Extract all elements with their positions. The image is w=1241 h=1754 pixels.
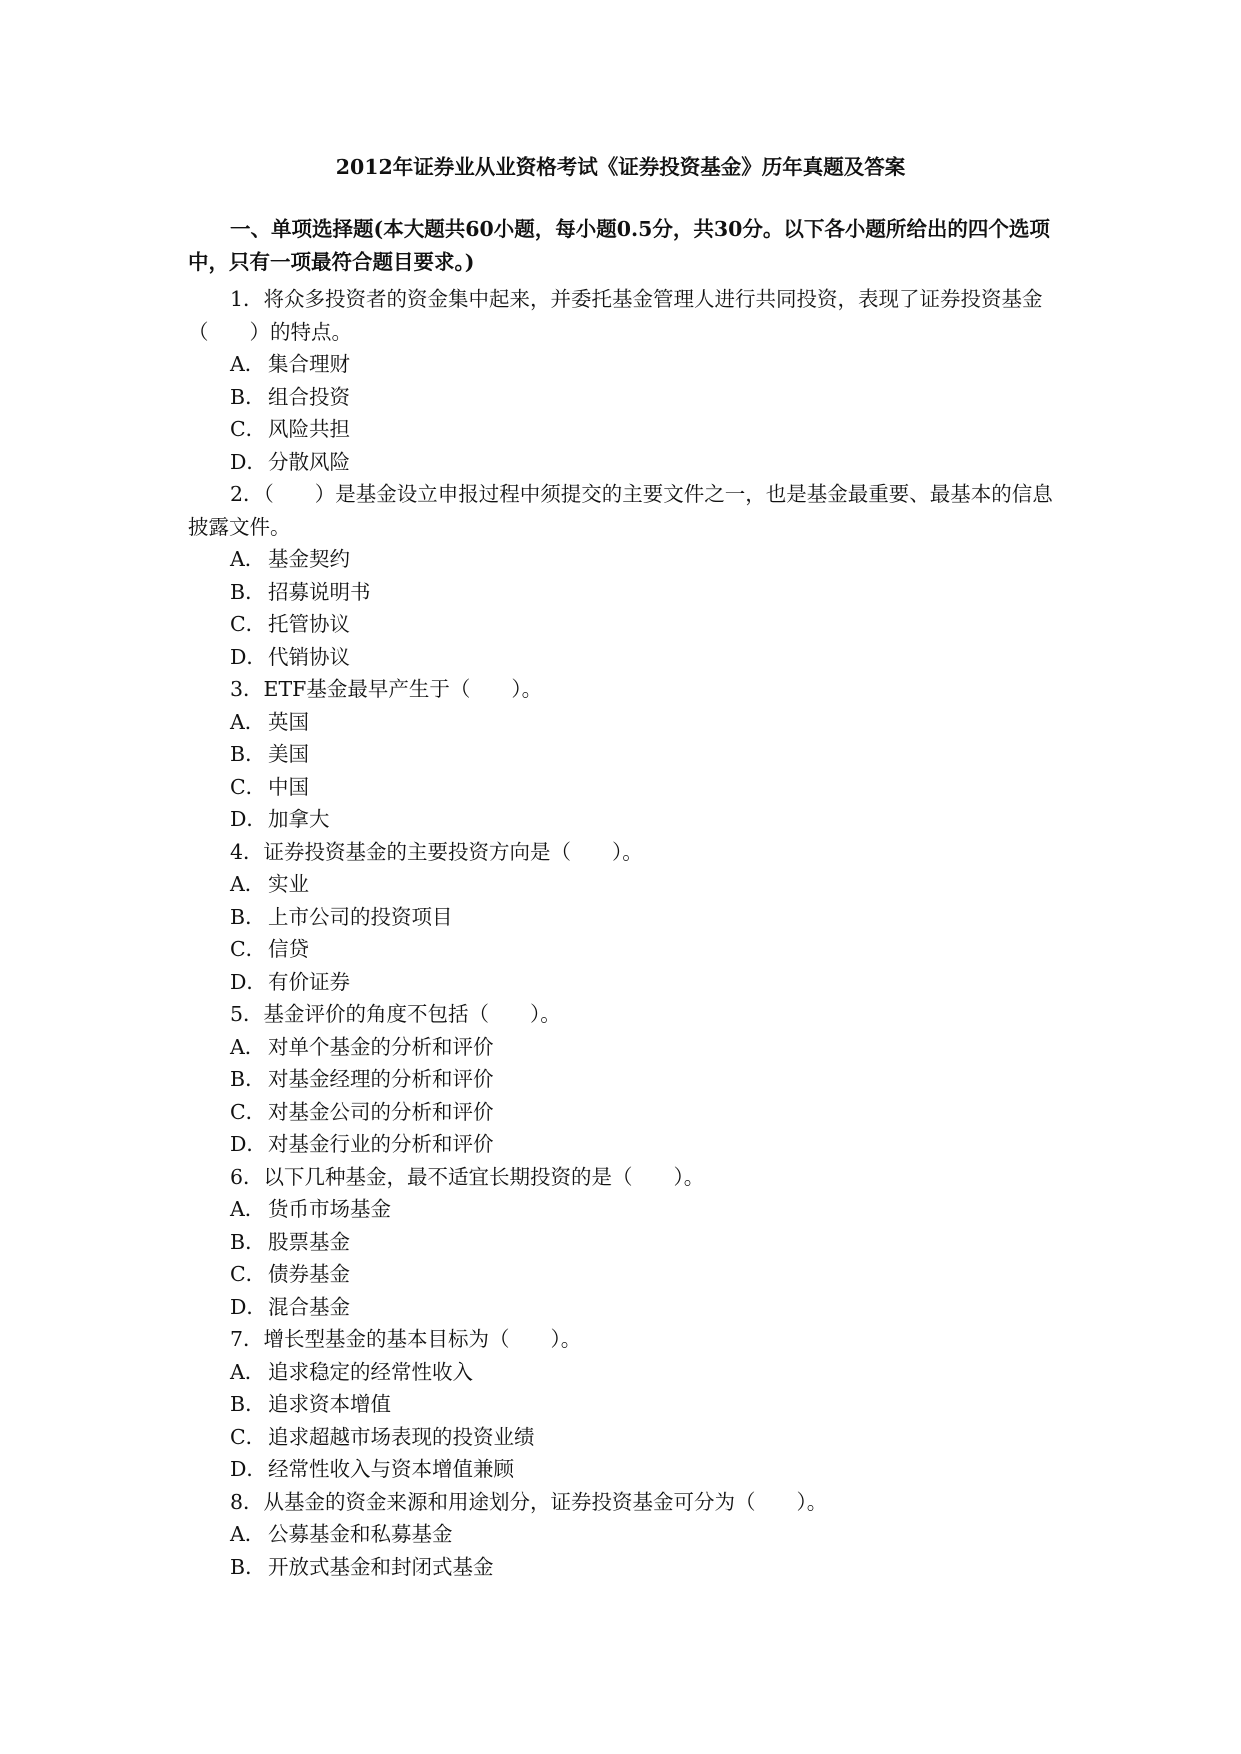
option-text: 追求超越市场表现的投资业绩 <box>268 1424 535 1449</box>
answer-option <box>188 1128 1063 1161</box>
option-letter: C． <box>230 774 267 799</box>
question-stem: 6．以下几种基金，最不适宜长期投资的是（ ）。 <box>230 1164 705 1189</box>
option-letter: B． <box>230 904 266 929</box>
document-title: 2012年证券业从业资格考试《证券投资基金》历年真题及答案 <box>335 155 906 179</box>
option-letter: A． <box>230 352 266 376</box>
answer-option <box>188 608 1063 641</box>
question-item <box>188 998 1063 1161</box>
answer-option <box>188 1291 1063 1324</box>
question-stem: 1．将众多投资者的资金集中起来，并委托基金管理人进行共同投资，表现了证券投资基金（ ）的特点。 <box>188 287 1043 344</box>
question-item <box>188 1161 1063 1324</box>
question-item <box>188 283 1063 478</box>
option-text: 英国 <box>268 709 309 734</box>
answer-option <box>188 1388 1063 1421</box>
question-item <box>188 478 1063 673</box>
answer-option <box>188 543 1063 576</box>
option-letter: B． <box>230 1392 266 1416</box>
option-text: 托管协议 <box>268 612 350 636</box>
option-letter: C． <box>230 937 267 961</box>
option-text: 集合理财 <box>268 352 350 376</box>
question-item <box>188 836 1063 999</box>
question-item <box>188 1323 1063 1486</box>
option-text: 实业 <box>268 872 309 896</box>
option-letter: C． <box>230 1262 267 1286</box>
option-text: 分散风险 <box>268 449 350 474</box>
option-text: 中国 <box>268 774 309 799</box>
question-stem: 8．从基金的资金来源和用途划分，证券投资基金可分为（ ）。 <box>230 1489 828 1514</box>
option-letter: D． <box>230 1457 267 1481</box>
section-heading: 一、单项选择题(本大题共60小题，每小题0.5分，共30分。以下各小题所给出的四个选项中，只有一项最符合题目要求。) <box>188 217 1050 274</box>
option-letter: D． <box>230 1294 267 1319</box>
option-text: 追求稳定的经常性收入 <box>268 1359 473 1384</box>
answer-option <box>188 771 1063 804</box>
option-letter: C． <box>230 417 267 441</box>
option-letter: B． <box>230 742 266 766</box>
option-text: 代销协议 <box>268 644 350 669</box>
option-text: 经常性收入与资本增值兼顾 <box>268 1457 514 1481</box>
question-item <box>188 673 1063 836</box>
question-stem: 5．基金评价的角度不包括（ ）。 <box>230 1002 561 1026</box>
answer-option <box>188 413 1063 446</box>
answer-option <box>188 576 1063 609</box>
question-stem: 2．（ ）是基金设立申报过程中须提交的主要文件之一，也是基金最重要、最基本的信息披露文件。 <box>188 482 1053 539</box>
answer-option <box>188 1226 1063 1259</box>
answer-option <box>188 933 1063 966</box>
question-stem: 7．增长型基金的基本目标为（ ）。 <box>230 1327 582 1351</box>
answer-option <box>188 1193 1063 1226</box>
option-letter: D． <box>230 449 267 474</box>
answer-option <box>188 1063 1063 1096</box>
option-text: 公募基金和私募基金 <box>268 1522 453 1546</box>
option-text: 混合基金 <box>268 1294 350 1319</box>
option-text: 债券基金 <box>268 1262 350 1286</box>
option-letter: B． <box>230 384 266 409</box>
option-letter: B． <box>230 579 266 604</box>
question-stem: 3．ETF基金最早产生于（ ）。 <box>230 677 543 701</box>
option-letter: A． <box>230 872 266 896</box>
option-text: 加拿大 <box>268 807 330 831</box>
option-letter: C． <box>230 1424 267 1449</box>
option-text: 信贷 <box>268 937 309 961</box>
option-text: 美国 <box>268 742 309 766</box>
option-text: 股票基金 <box>268 1229 350 1254</box>
answer-option <box>188 1258 1063 1291</box>
answer-option <box>188 966 1063 999</box>
option-letter: A． <box>230 709 266 734</box>
question-stem: 4．证券投资基金的主要投资方向是（ ）。 <box>230 839 643 864</box>
option-letter: B． <box>230 1067 266 1091</box>
option-letter: A． <box>230 1034 266 1059</box>
answer-option <box>188 1518 1063 1551</box>
answer-option <box>188 1453 1063 1486</box>
option-text: 组合投资 <box>268 384 350 409</box>
option-text: 对基金行业的分析和评价 <box>268 1132 494 1156</box>
answer-option <box>188 446 1063 479</box>
option-letter: A． <box>230 1359 266 1384</box>
option-letter: C． <box>230 1099 267 1124</box>
answer-option <box>188 706 1063 739</box>
option-text: 有价证券 <box>268 969 350 994</box>
answer-option <box>188 1421 1063 1454</box>
answer-option <box>188 901 1063 934</box>
option-letter: A． <box>230 1197 266 1221</box>
option-letter: C． <box>230 612 267 636</box>
answer-option <box>188 1356 1063 1389</box>
question-list <box>188 283 1063 1583</box>
option-letter: D． <box>230 644 267 669</box>
option-letter: A． <box>230 547 266 571</box>
option-text: 货币市场基金 <box>268 1197 391 1221</box>
option-text: 对单个基金的分析和评价 <box>268 1034 494 1059</box>
option-text: 上市公司的投资项目 <box>268 904 453 929</box>
option-letter: D． <box>230 969 267 994</box>
option-text: 招募说明书 <box>268 579 371 604</box>
option-letter: B． <box>230 1554 266 1579</box>
option-letter: D． <box>230 807 267 831</box>
answer-option <box>188 348 1063 381</box>
answer-option <box>188 868 1063 901</box>
answer-option <box>188 1031 1063 1064</box>
option-letter: D． <box>230 1132 267 1156</box>
option-text: 对基金公司的分析和评价 <box>268 1099 494 1124</box>
option-letter: B． <box>230 1229 266 1254</box>
option-text: 开放式基金和封闭式基金 <box>268 1554 494 1579</box>
answer-option <box>188 803 1063 836</box>
answer-option <box>188 1096 1063 1129</box>
answer-option <box>188 641 1063 674</box>
answer-option <box>188 1551 1063 1584</box>
option-text: 对基金经理的分析和评价 <box>268 1067 494 1091</box>
option-letter: A． <box>230 1522 266 1546</box>
option-text: 基金契约 <box>268 547 350 571</box>
answer-option <box>188 738 1063 771</box>
option-text: 追求资本增值 <box>268 1392 391 1416</box>
question-item <box>188 1486 1063 1584</box>
option-text: 风险共担 <box>268 417 350 441</box>
answer-option <box>188 381 1063 414</box>
